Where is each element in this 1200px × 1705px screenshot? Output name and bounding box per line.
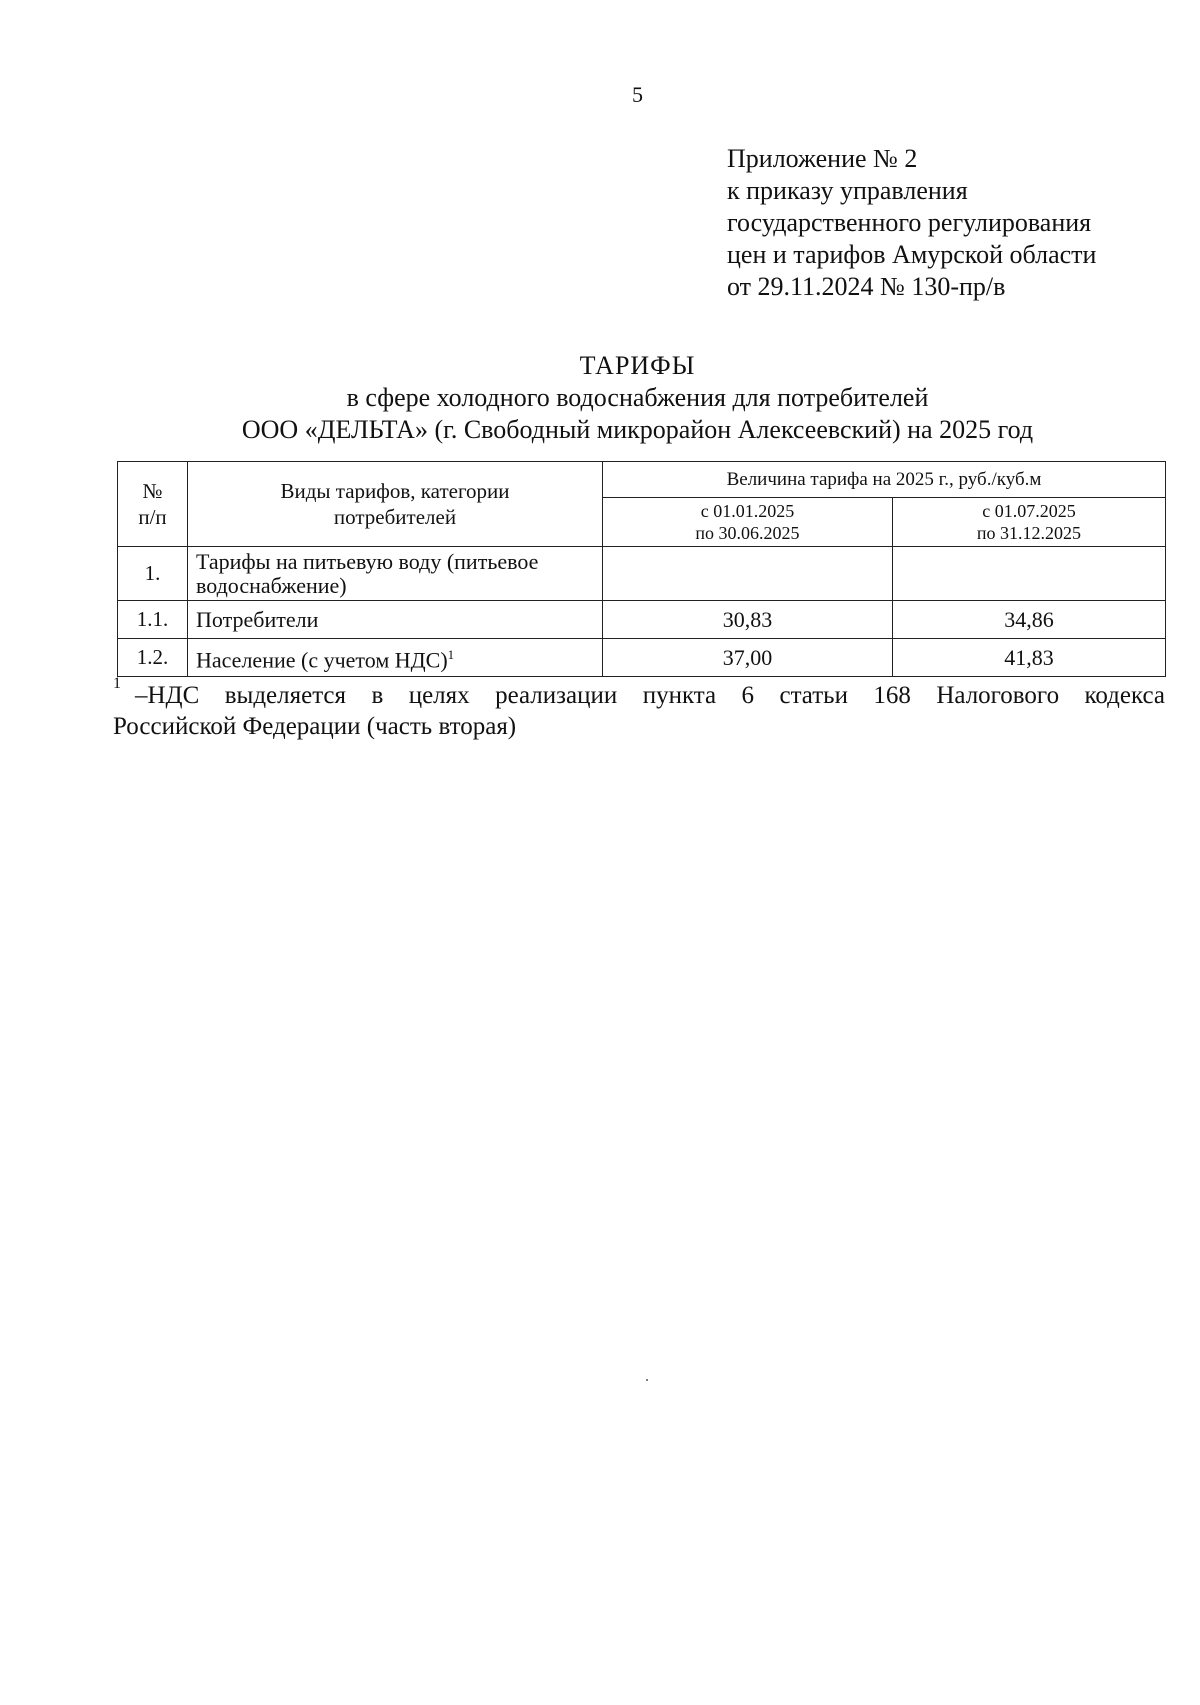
appendix-line-2: к приказу управления [727, 176, 968, 205]
row-value-period-1: 37,00 [603, 639, 893, 677]
document-title: ТАРИФЫ [579, 351, 696, 380]
appendix-line-3: государственного регулирования [727, 208, 1092, 237]
footnote-line-1: –НДС выделяется в целях реализации пункта 6 статьи 168 Налогового кодекса [135, 682, 1165, 709]
header-num-cell [118, 462, 188, 547]
appendix-line-1: Приложение № 2 [727, 144, 918, 173]
table-row [118, 639, 1166, 677]
header-kind-cell: Виды тарифов, категории потребителей [188, 462, 603, 547]
row-value-period-1: 30,83 [603, 601, 893, 639]
page-number: 5 [632, 82, 643, 107]
row-kind [188, 639, 603, 677]
row-value-period-2: 41,83 [893, 639, 1166, 677]
period-2-from: с 01.07.2025 [982, 501, 1076, 521]
row-kind: Тарифы на питьевую воду (питьевое водоснабжение) [188, 547, 603, 601]
document-subtitle-2: ООО «ДЕЛЬТА» (г. Свободный микрорайон Алексеевский) на 2025 год [241, 415, 1034, 444]
footnote-line-2: Российской Федерации (часть вторая) [113, 713, 517, 740]
header-value-cell: Величина тарифа на 2025 г., руб./куб.м [603, 462, 1166, 498]
row-num: 1. [118, 547, 188, 601]
table-row [118, 601, 1166, 639]
footnote-mark: 1 [113, 675, 121, 692]
period-2-to: по 31.12.2025 [976, 523, 1082, 543]
row-kind: Потребители [188, 601, 603, 639]
tariff-table [117, 461, 1166, 677]
footnote [113, 675, 1165, 742]
appendix-line-4: цен и тарифов Амурской области [727, 240, 1097, 269]
appendix-block [727, 143, 1096, 303]
row-value-period-1 [603, 547, 893, 601]
appendix-line-5: от 29.11.2024 № 130-пр/в [727, 272, 1006, 301]
header-period-1 [603, 498, 893, 547]
row-num: 1.1. [118, 601, 188, 639]
period-1-to: по 30.06.2025 [695, 523, 800, 543]
document-subtitle-1: в сфере холодного водоснабжения для потребителей [346, 383, 929, 412]
header-period-2 [893, 498, 1166, 547]
row-kind-text: Население (с учетом НДС) [196, 647, 448, 673]
title-block [0, 350, 1200, 446]
table-header-row [118, 462, 1166, 498]
row-num: 1.2. [118, 639, 188, 677]
header-num-line-2: п/п [138, 505, 167, 529]
footnote-reference: 1 [447, 646, 455, 662]
row-value-period-2 [893, 547, 1166, 601]
row-value-period-2: 34,86 [893, 601, 1166, 639]
table-row [118, 547, 1166, 601]
period-1-from: с 01.01.2025 [700, 501, 795, 521]
header-num-line-1: № [142, 479, 163, 503]
scan-speck [646, 1379, 648, 1381]
